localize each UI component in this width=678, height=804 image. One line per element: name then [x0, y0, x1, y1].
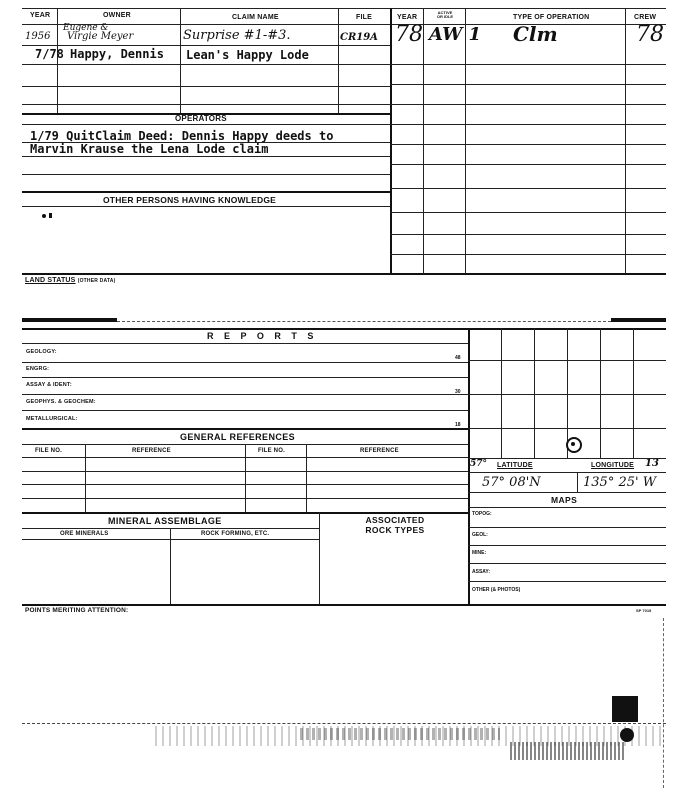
right-row-line	[390, 164, 666, 165]
ink-mark	[42, 214, 46, 218]
typed-year: 7/78	[35, 47, 64, 61]
latitude-value: 57° 08'N	[482, 475, 541, 490]
right-row-line	[390, 188, 666, 189]
reports-line	[22, 343, 468, 344]
scan-noise	[300, 728, 500, 740]
header-bottom-border	[22, 24, 666, 25]
top-section-bottom	[22, 273, 666, 275]
edge-line	[663, 618, 664, 788]
side-number: 18	[455, 422, 461, 428]
header-file: FILE	[356, 14, 372, 21]
grid-v	[600, 328, 601, 458]
maps-line	[468, 563, 666, 564]
header-sep	[57, 8, 58, 24]
points-meriting-attention: POINTS MERITING ATTENTION:	[25, 607, 129, 614]
mineral-sep	[319, 512, 320, 605]
location-dot-icon	[571, 442, 575, 446]
maps-geol: GEOL:	[472, 532, 488, 538]
header-sep	[338, 8, 339, 24]
gr-col-sep	[306, 444, 307, 512]
maps-top	[468, 492, 666, 493]
header-crew: CREW	[634, 14, 657, 21]
handwritten-owner-line1: Eugene &	[63, 23, 109, 33]
gr-reference-1: REFERENCE	[132, 448, 171, 454]
right-row-line	[390, 254, 666, 255]
grid-h	[468, 428, 666, 429]
operators-line	[22, 156, 390, 157]
gr-file-no-1: FILE NO.	[35, 448, 62, 454]
gr-col-sep	[245, 444, 246, 512]
right-row-line	[390, 144, 666, 145]
header-sep	[180, 8, 181, 24]
typed-owner: Happy, Dennis	[70, 47, 164, 61]
right-row-line	[390, 124, 666, 125]
mineral-top	[22, 512, 468, 514]
header-type-of-operation: TYPE OF OPERATION	[513, 14, 590, 21]
latitude-label: LATITUDE	[497, 462, 533, 469]
rock-forming: ROCK FORMING, ETC.	[201, 531, 270, 537]
maps-line	[468, 581, 666, 582]
grid-v	[534, 328, 535, 458]
report-geophys: GEOPHYS. & GEOCHEM:	[26, 399, 96, 405]
scan-blot	[620, 728, 634, 742]
report-engrg: ENGRG:	[26, 366, 50, 372]
gr-file-no-2: FILE NO.	[258, 448, 285, 454]
other-persons-title: OTHER PERSONS HAVING KNOWLEDGE	[103, 195, 277, 205]
general-ref-top	[22, 428, 468, 430]
record-col-sep	[338, 24, 339, 114]
side-number: 48	[455, 355, 461, 361]
right-row-line	[390, 84, 666, 85]
lat-prefix: 57°	[470, 459, 488, 469]
gr-reference-2: REFERENCE	[360, 448, 399, 454]
maps-mine: MINE:	[472, 550, 487, 556]
grid-h	[468, 458, 666, 459]
right-type: Clm	[513, 22, 558, 46]
report-geology: GEOLOGY:	[26, 349, 57, 355]
grid-h	[468, 394, 666, 395]
side-number: 30	[455, 389, 461, 395]
right-crew: 78	[636, 22, 664, 47]
mineral-col-sep	[170, 528, 171, 605]
maps-title: MAPS	[551, 495, 578, 505]
mineral-title: MINERAL ASSEMBLAGE	[108, 516, 222, 526]
heavy-bar	[22, 318, 117, 322]
record-col-sep	[180, 24, 181, 114]
lon-prefix: 13	[645, 458, 659, 469]
form-id: SP 7015	[636, 608, 652, 613]
right-row-line	[390, 234, 666, 235]
land-status-label: LAND STATUS (OTHER DATA)	[25, 277, 116, 284]
grid-v	[633, 328, 634, 458]
maps-line	[468, 507, 666, 508]
maps-assay: ASSAY:	[472, 569, 491, 575]
torn-line	[117, 321, 611, 322]
maps-line	[468, 527, 666, 528]
cut-line	[22, 723, 666, 724]
handwritten-owner-line2: Virgie Meyer	[67, 31, 134, 42]
operators-line	[22, 174, 390, 175]
grid-v	[501, 328, 502, 458]
maps-line	[468, 545, 666, 546]
reports-top-border	[22, 328, 666, 330]
registration-mark	[612, 696, 638, 722]
header-owner: OWNER	[103, 12, 131, 19]
other-persons-top	[22, 191, 390, 193]
operators-line2: Marvin Krause the Lena Lode claim	[30, 142, 269, 156]
reports-line	[22, 394, 468, 395]
ink-mark	[49, 213, 52, 218]
report-metallurgical: METALLURGICAL:	[26, 416, 78, 422]
right-active: AW 1	[429, 24, 482, 45]
report-assay: ASSAY & IDENT:	[26, 382, 72, 388]
scan-noise	[510, 742, 625, 760]
gr-col-sep	[85, 444, 86, 512]
maps-other: OTHER (& PHOTOS)	[472, 587, 521, 593]
header-active: ACTIVE OR IDLE	[436, 10, 454, 19]
longitude-label: LONGITUDE	[591, 462, 635, 469]
latlon-sep	[577, 472, 578, 492]
header-year: YEAR	[30, 12, 51, 19]
latlon-line	[468, 472, 666, 473]
record-col-sep	[57, 24, 58, 114]
heavy-bar	[611, 318, 666, 322]
ore-minerals: ORE MINERALS	[60, 531, 109, 537]
handwritten-file: CR19A	[340, 32, 378, 43]
grid-h	[468, 360, 666, 361]
record-line	[22, 45, 390, 46]
header-year-right: YEAR	[397, 14, 418, 21]
reports-line	[22, 377, 468, 378]
handwritten-claim: Surprise #1-#3.	[183, 28, 291, 43]
operators-title: OPERATORS	[175, 114, 227, 123]
right-year: 78	[395, 22, 423, 47]
longitude-value: 135° 25' W	[583, 475, 657, 490]
maps-topog: TOPOG:	[472, 511, 492, 517]
middle-bottom-border	[22, 604, 666, 606]
reports-line	[22, 410, 468, 411]
other-persons-line	[22, 206, 390, 207]
record-line	[22, 86, 390, 87]
handwritten-year: 1956	[25, 31, 51, 42]
right-row-line	[390, 64, 666, 65]
header-claim-name: CLAIM NAME	[232, 14, 279, 21]
right-row-line	[390, 212, 666, 213]
general-references-title: GENERAL REFERENCES	[180, 432, 296, 442]
reports-title: R E P O R T S	[207, 331, 318, 341]
typed-claim: Lean's Happy Lode	[186, 48, 309, 62]
record-line	[22, 64, 390, 65]
reports-line	[22, 362, 468, 363]
record-line	[22, 104, 390, 105]
right-row-line	[390, 104, 666, 105]
operators-line	[22, 124, 390, 125]
associated-rock-types: ASSOCIATED ROCK TYPES	[365, 515, 425, 535]
operators-line1: 1/79 QuitClaim Deed: Dennis Happy deeds to	[30, 129, 334, 143]
top-border	[22, 8, 666, 9]
